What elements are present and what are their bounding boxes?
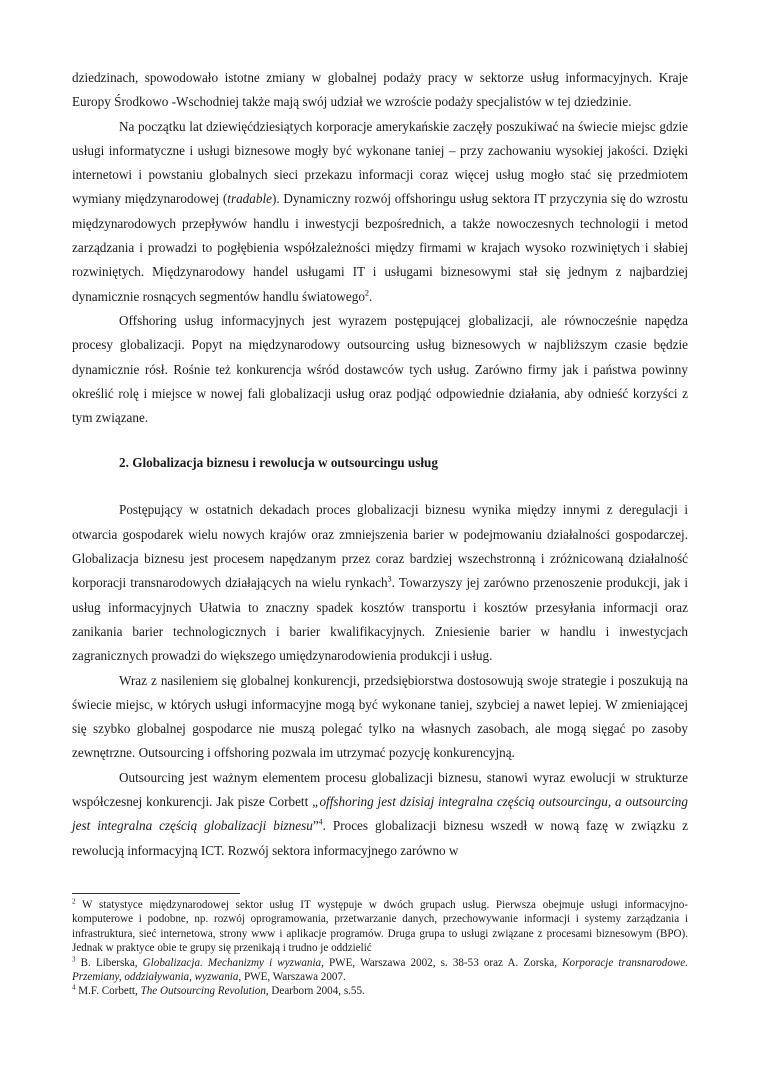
paragraph-6-text-a: Outsourcing jest ważnym elementem procesu globalizacji biznesu, stanowi wyraz ewolucji w strukturze współczesnej konkurencji. Jak pisze Corbett [72, 769, 688, 810]
paragraph-3-text: Offshoring usług informacyjnych jest wyrazem postępującej globalizacji, ale równocześnie napędza procesy globalizacji. Popyt na międzynarodowy outsourcing usług biznesowych w najbliższym czasie będzie dynamicznie rósł. Rośnie też konkurencja wśród dostawców tych usług. Zarówno firmy jak i państwa powinny określić rolę i miejsce w nowej fali globalizacji usług oraz podjąć odpowiednie działania, aby odnieść korzyści z tym związane. [72, 312, 688, 426]
footnote-4-text-b: , Dearborn 2004, s.55. [265, 985, 365, 998]
footnote-ref-2[interactable]: 2 [364, 288, 369, 298]
footnote-4-text-a: M.F. Corbett, [75, 985, 141, 998]
footnote-4-title: The Outsourcing Revolution [140, 985, 266, 998]
paragraph-5-text: Wraz z nasileniem się globalnej konkurencji, przedsiębiorstwa dostosowują swoje strategie i poszukują na świecie miejsc, w których usługi informacyjne mogą być wykonane taniej, szybciej a nawet lepiej. W zmieniającej się szybko globalnej gospodarce nie muszą polegać tylko na własnych zasobach, ale mogą sięgać po zasoby zewnętrzne. Outsourcing i offshoring pozwala im utrzymać pozycję konkurencyjną. [72, 672, 688, 761]
footnote-3-text-b: , PWE, Warszawa 2002, s. 38-53 oraz A. Zorska, [321, 956, 563, 969]
footnote-3-title-1: Globalizacja. Mechanizmy i wyzwania [142, 956, 322, 969]
paragraph-3 [72, 309, 688, 430]
footnote-2-text: W statystyce międzynarodowej sektor usług IT występuje w dwóch grupach usług. Pierwsza obejmuje usługi informacyjno-komputerowe i podobne, np. rozwój oprogramowania, przetwarzanie danych, przechowywanie informacji i systemy zarządzania i infrastruktura, sieć internetowa, strony www i aplikacje programów. Druga grupa to usługi związane z procesami biznesowym (BPO). Jednak w praktyce obie te grupy się przenikają i trudno je oddzielić [72, 899, 688, 955]
footnote-separator [72, 893, 240, 894]
footnote-4-number: 4 [72, 983, 76, 992]
paragraph-6 [72, 766, 688, 863]
paragraph-2 [72, 115, 688, 309]
corbett-quote: „offshoring jest dzisiaj integralna częścią outsourcingu, a outsourcing jest integralna częścią globalizacji biznesu [72, 794, 688, 834]
footnote-2 [72, 898, 688, 956]
paragraph-4 [72, 498, 688, 668]
term-tradable: tradable [227, 191, 272, 207]
quote-close: ” [312, 818, 319, 834]
paragraph-1-text: dziedzinach, spowodowało istotne zmiany w globalnej podaży pracy w sektorze usług informacyjnych. Kraje Europy Środkowo -Wschodniej także mają swój udział we wzroście podaży specjalistów w tej dziedzinie. [72, 70, 688, 110]
footnote-ref-3[interactable]: 3 [387, 574, 392, 584]
paragraph-4-text-b: . Towarzyszy jej zarówno przenoszenie produkcji, jak i usług informacyjnych Ułatwia to znaczny spadek kosztów transportu i kosztów przesyłania informacji oraz zanikania barier technologicznych i barier kwalifikacyjnych. Zniesienie barier w handlu i inwestycjach zagranicznych prowadzi do większego umiędzynarodowienia produkcji i usług. [72, 575, 689, 664]
footnote-3-title-2: Korporacje transnarodowe. Przemiany, oddziaływania, wyzwania [72, 956, 688, 984]
paragraph-4-text-a: Postępujący w ostatnich dekadach proces globalizacji biznesu wynika między innymi z deregulacji i otwarcia gospodarek wielu nowych krajów oraz zmniejszenia barier w podejmowaniu działalności gospodarczej. Globalizacja biznesu jest procesem napędzanym przez coraz bardziej wszechstronną i zróżnicowaną działalność korporacji transnarodowych działających na wielu rynkach [72, 502, 688, 591]
paragraph-1 [72, 66, 688, 115]
footnote-3-text-c: , PWE, Warszawa 2007. [238, 971, 346, 984]
footnote-2-number: 2 [72, 897, 76, 906]
footnote-4 [72, 984, 688, 998]
paragraph-2-text-b: ). Dynamiczny rozwój offshoringu usług sektora IT przyczynia się do wzrostu międzynarodowych przepływów handlu i inwestycji bezpośrednich, a także nowoczesnych technologii i metod zarządzania i prowadzi to pogłębienia współzależności między firmami w krajach wysoko rozwiniętych i słabiej rozwiniętych. Międzynarodowy handel usługami IT i usługami biznesowymi stał się jednym z najbardziej dynamicznie rosnących segmentów handlu światowego [72, 191, 688, 304]
document-page [72, 66, 688, 863]
paragraph-6-text-b: . Proces globalizacji biznesu wszedł w nową fazę w związku z rewolucją informacyjną ICT. Rozwój sektora informacyjnego zarówno w [72, 818, 688, 858]
section-heading: 2. Globalizacja biznesu i rewolucja w outsourcingu usług [119, 455, 438, 471]
footnote-ref-4[interactable]: 4 [318, 817, 323, 827]
paragraph-5 [72, 669, 688, 766]
footnote-3 [72, 956, 688, 985]
footnotes [72, 898, 688, 999]
footnote-3-number: 3 [72, 954, 76, 963]
paragraph-2-text-a: Na początku lat dziewięćdziesiątych korporacje amerykańskie zaczęły poszukiwać na świecie miejsc gdzie usługi informatyczne i usługi biznesowe mogły być wykonane taniej – przy zachowaniu wysokiej jakości. Dzięki internetowi i powstaniu globalnych sieci przekazu informacji coraz więcej usług mogło stać się przedmiotem wymiany międzynarodowej ( [72, 118, 688, 207]
footnote-3-text-a: B. Liberska, [75, 956, 143, 969]
paragraph-2-end: . [368, 288, 373, 304]
